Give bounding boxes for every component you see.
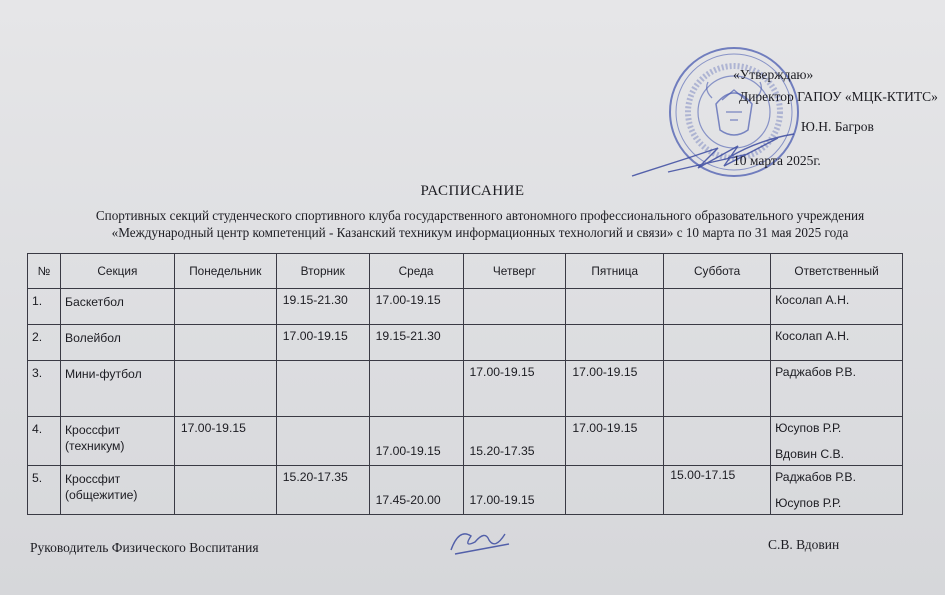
table-row (28, 361, 903, 417)
cell-wednesday (369, 289, 463, 325)
header-section: Секция (60, 254, 174, 289)
document-subtitle (40, 207, 920, 241)
time-value: 17.00-19.15 (469, 493, 535, 507)
time-value: 17.00-19.15 (572, 365, 638, 379)
cell-thursday (463, 466, 566, 515)
cell-thursday (463, 289, 566, 325)
row-number: 4. (28, 417, 61, 466)
responsible-name: Косолап А.Н. (775, 293, 850, 307)
time-value: 17.00-19.15 (282, 329, 348, 343)
row-number: 2. (28, 325, 61, 361)
cell-responsible (771, 289, 903, 325)
cell-friday (566, 361, 664, 417)
subtitle-line-1: Спортивных секций студенческого спортивного клуба государственного автономного профессионального образовательного учреждения (95, 208, 865, 223)
cell-tuesday (276, 289, 369, 325)
time-value: 17.45-20.00 (375, 493, 441, 507)
header-responsible: Ответственный (771, 254, 903, 289)
cell-saturday (664, 466, 771, 515)
row-section: Волейбол (60, 325, 174, 361)
time-value: 17.00-19.15 (469, 365, 535, 379)
time-value: 17.00-19.15 (375, 293, 441, 307)
cell-friday (566, 417, 664, 466)
cell-thursday (463, 417, 566, 466)
row-section: Кроссфит (техникум) (60, 417, 174, 466)
cell-thursday (463, 361, 566, 417)
cell-tuesday (276, 325, 369, 361)
header-monday: Понедельник (174, 254, 276, 289)
row-section: Мини-футбол (60, 361, 174, 417)
responsible-name: Раджабов Р.В. (775, 470, 856, 484)
row-section: Баскетбол (60, 289, 174, 325)
header-saturday: Суббота (664, 254, 771, 289)
responsible-name: Раджабов Р.В. (775, 365, 856, 379)
table-header-row (28, 254, 903, 289)
cell-responsible (771, 466, 903, 515)
footer-position: Руководитель Физического Воспитания (30, 540, 259, 555)
cell-saturday (664, 361, 771, 417)
table-row (28, 466, 903, 515)
cell-responsible (771, 417, 903, 466)
responsible-name: Юсупов Р.Р. (775, 421, 842, 435)
header-friday: Пятница (566, 254, 664, 289)
row-number: 1. (28, 289, 61, 325)
cell-saturday (664, 417, 771, 466)
time-value: 15.00-17.15 (670, 468, 736, 482)
time-value: 17.00-19.15 (572, 421, 638, 435)
time-value: 17.00-19.15 (375, 444, 441, 458)
cell-wednesday (369, 417, 463, 466)
cell-monday (174, 325, 276, 361)
cell-wednesday (369, 466, 463, 515)
cell-monday (174, 417, 276, 466)
responsible-name-2: Юсупов Р.Р. (775, 496, 842, 510)
time-value: 15.20-17.35 (469, 444, 535, 458)
cell-monday (174, 289, 276, 325)
responsible-name-2: Вдовин С.В. (775, 447, 845, 461)
header-num: № (28, 254, 61, 289)
table-row (28, 289, 903, 325)
cell-monday (174, 466, 276, 515)
row-section: Кроссфит (общежитие) (60, 466, 174, 515)
header-wednesday: Среда (369, 254, 463, 289)
cell-tuesday (276, 417, 369, 466)
cell-saturday (664, 289, 771, 325)
header-tuesday: Вторник (276, 254, 369, 289)
approval-date: 10 марта 2025г. (733, 153, 821, 168)
cell-saturday (664, 325, 771, 361)
row-number: 3. (28, 361, 61, 417)
cell-thursday (463, 325, 566, 361)
cell-monday (174, 361, 276, 417)
cell-responsible (771, 361, 903, 417)
cell-friday (566, 466, 664, 515)
time-value: 15.20-17.35 (282, 470, 348, 484)
table-row (28, 417, 903, 466)
approval-name: Ю.Н. Багров (801, 119, 874, 134)
responsible-name: Косолап А.Н. (775, 329, 850, 343)
table-row (28, 325, 903, 361)
cell-friday (566, 325, 664, 361)
cell-responsible (771, 325, 903, 361)
cell-wednesday (369, 325, 463, 361)
row-number: 5. (28, 466, 61, 515)
approval-word: «Утверждаю» (733, 67, 814, 82)
approval-role: Директор ГАПОУ «МЦК-КТИТС» (739, 89, 938, 104)
schedule-table (27, 253, 903, 515)
cell-tuesday (276, 466, 369, 515)
cell-wednesday (369, 361, 463, 417)
subtitle-line-2: «Международный центр компетенций - Казанский техникум информационных технологий и связи» с 10 марта по 31 мая 2025 года (111, 225, 849, 240)
header-thursday: Четверг (463, 254, 566, 289)
head-signature (445, 520, 515, 560)
time-value: 17.00-19.15 (180, 421, 246, 435)
time-value: 19.15-21.30 (375, 329, 441, 343)
document-title: РАСПИСАНИЕ (420, 183, 525, 199)
cell-friday (566, 289, 664, 325)
footer-name: С.В. Вдовин (768, 537, 840, 552)
time-value: 19.15-21.30 (282, 293, 348, 307)
cell-tuesday (276, 361, 369, 417)
